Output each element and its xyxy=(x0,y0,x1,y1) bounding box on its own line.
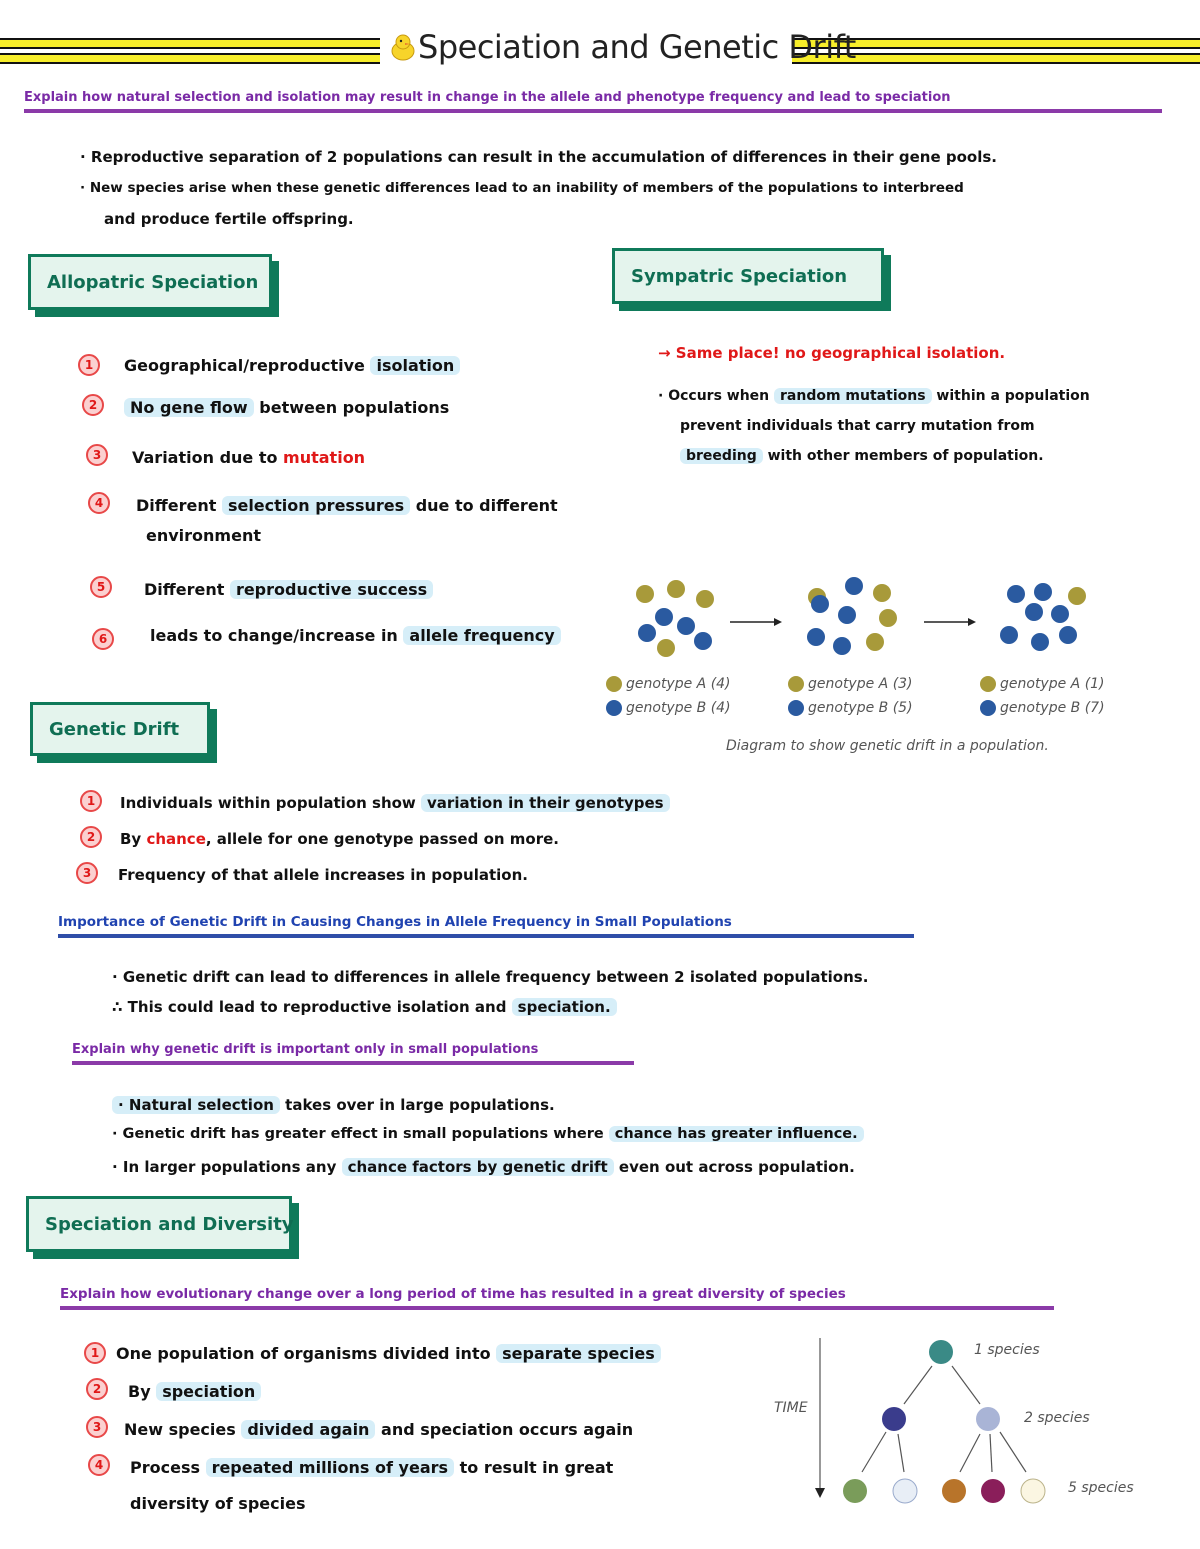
time-axis-arrowhead xyxy=(815,1488,825,1498)
small-pop-line-2: · Genetic drift has greater effect in small populations where chance has greater influence. xyxy=(112,1126,864,1142)
intro-bullet-1: · Reproductive separation of 2 populations can result in the accumulation of differences in their gene pools. xyxy=(80,148,997,166)
genetic-drift-item-3: Frequency of that allele increases in population. xyxy=(118,866,528,884)
genetic-drift-item-1: Individuals within population show variation in their genotypes xyxy=(120,794,670,812)
page-title-text: Speciation and Genetic Drift xyxy=(418,28,856,66)
species-node-5b xyxy=(893,1479,917,1503)
list-number: 1 xyxy=(80,790,102,812)
diversity-item-2: By speciation xyxy=(128,1382,261,1401)
legend-pop3-b: genotype B (7) xyxy=(980,700,1105,716)
species-node-root xyxy=(929,1340,953,1364)
list-number: 4 xyxy=(88,492,110,514)
species-node-5d xyxy=(981,1479,1005,1503)
list-number: 3 xyxy=(86,444,108,466)
list-number: 3 xyxy=(76,862,98,884)
tree-label-1: 1 species xyxy=(974,1342,1040,1358)
list-number: 1 xyxy=(84,1342,106,1364)
small-pop-line-1: · Natural selection takes over in large populations. xyxy=(112,1096,555,1114)
list-number: 2 xyxy=(80,826,102,848)
allopatric-item-1: Geographical/reproductive isolation xyxy=(124,356,460,375)
question-heading-4: Explain how evolutionary change over a long period of time has resulted in a great diversity of species xyxy=(60,1286,1054,1310)
diversity-header: Speciation and Diversity xyxy=(26,1196,292,1252)
question-heading-2: Importance of Genetic Drift in Causing Changes in Allele Frequency in Small Populations xyxy=(58,914,914,938)
list-number: 2 xyxy=(82,394,104,416)
tree-label-2: 2 species xyxy=(1024,1410,1090,1426)
legend-pop3-a: genotype A (1) xyxy=(980,676,1105,692)
sympatric-line-2: prevent individuals that carry mutation from xyxy=(680,418,1035,434)
legend-pop1-a: genotype A (4) xyxy=(606,676,731,692)
sympatric-header: Sympatric Speciation xyxy=(612,248,884,304)
allopatric-item-4: Different selection pressures due to different xyxy=(136,496,558,515)
small-pop-line-3: · In larger populations any chance factors by genetic drift even out across population. xyxy=(112,1158,855,1176)
allopatric-header: Allopatric Speciation xyxy=(28,254,272,310)
branch-r-1 xyxy=(960,1434,980,1472)
diversity-item-4-cont: diversity of species xyxy=(130,1494,306,1513)
branch-r-3 xyxy=(1000,1432,1026,1472)
branch-root-right xyxy=(952,1366,980,1404)
drift-diagram-caption: Diagram to show genetic drift in a population. xyxy=(726,738,1049,754)
species-node-5e xyxy=(1021,1479,1045,1503)
intro-bullet-2-cont: and produce fertile offspring. xyxy=(104,210,354,228)
sympatric-line-1: · Occurs when random mutations within a population xyxy=(658,388,1090,404)
importance-line-1: · Genetic drift can lead to differences in allele frequency between 2 isolated populations. xyxy=(112,968,869,986)
importance-line-2: ∴ This could lead to reproductive isolation and speciation. xyxy=(112,998,617,1016)
legend-pop1-b: genotype B (4) xyxy=(606,700,731,716)
allopatric-item-3: Variation due to mutation xyxy=(132,448,366,467)
allopatric-item-4-cont: environment xyxy=(146,526,261,545)
question-heading-1: Explain how natural selection and isolation may result in change in the allele and phenotype frequency and lead to speciation xyxy=(24,90,1162,113)
sympatric-line-3: breeding with other members of population. xyxy=(680,448,1044,464)
genetic-drift-header: Genetic Drift xyxy=(30,702,210,756)
branch-r-2 xyxy=(990,1434,992,1472)
legend-pop2-b: genotype B (5) xyxy=(788,700,913,716)
list-number: 2 xyxy=(86,1378,108,1400)
genetic-drift-item-2: By chance, allele for one genotype passed on more. xyxy=(120,830,559,848)
question-heading-3: Explain why genetic drift is important only in small populations xyxy=(72,1042,634,1065)
diversity-item-3: New species divided again and speciation occurs again xyxy=(124,1420,634,1439)
tree-branches xyxy=(862,1366,1026,1549)
allopatric-item-5: Different reproductive success xyxy=(144,580,433,599)
time-label: TIME xyxy=(774,1400,808,1416)
species-node-2b xyxy=(976,1407,1000,1431)
list-number: 5 xyxy=(90,576,112,598)
diversity-item-1: One population of organisms divided into separate species xyxy=(116,1344,661,1363)
branch-l-2 xyxy=(898,1434,904,1472)
list-number: 6 xyxy=(92,628,114,650)
intro-bullet-2: · New species arise when these genetic differences lead to an inability of members of the populations to interbreed xyxy=(80,180,964,196)
list-number: 1 xyxy=(78,354,100,376)
branch-l-1 xyxy=(862,1432,886,1472)
tree-label-5: 5 species xyxy=(1068,1480,1134,1496)
species-node-5c xyxy=(942,1479,966,1503)
allopatric-item-2: No gene flow between populations xyxy=(124,398,449,417)
sympatric-arrow-line: → Same place! no geographical isolation. xyxy=(658,344,1006,362)
species-node-2a xyxy=(882,1407,906,1431)
list-number: 4 xyxy=(88,1454,110,1476)
diversity-item-4: Process repeated millions of years to result in great xyxy=(130,1458,614,1477)
allopatric-item-6: leads to change/increase in allele frequency xyxy=(150,626,561,645)
legend-pop2-a: genotype A (3) xyxy=(788,676,913,692)
species-node-5a xyxy=(843,1479,867,1503)
branch-root-left xyxy=(904,1366,932,1404)
list-number: 3 xyxy=(86,1416,108,1438)
